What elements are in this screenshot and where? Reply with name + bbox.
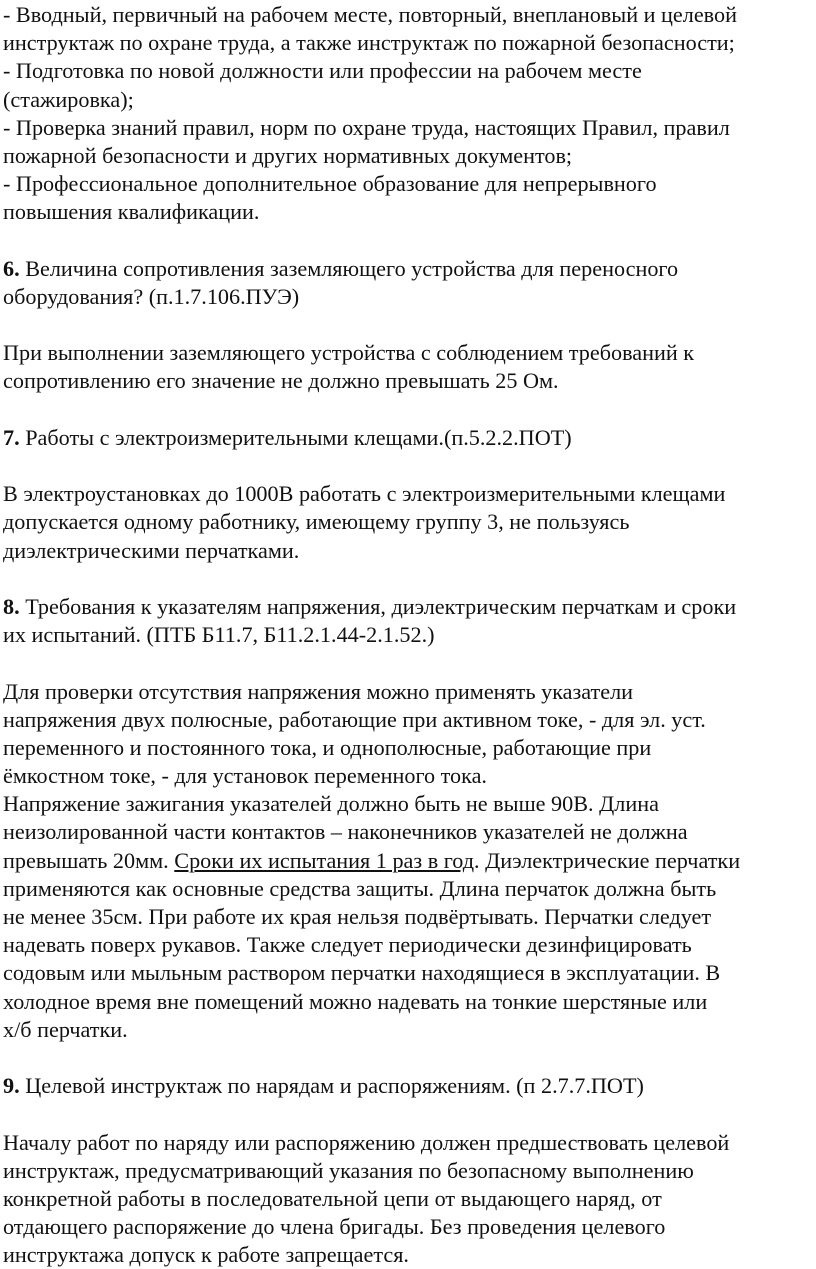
answer-line: применяются как основные средства защиты. Длина перчаток должна быть <box>3 875 717 901</box>
question-number: 6. <box>3 255 20 281</box>
question-text: оборудования? (п.1.7.106.ПУЭ) <box>3 283 300 309</box>
answer-line: конкретной работы в последовательной цепи от выдающего наряд, от <box>3 1185 662 1211</box>
intro-line: - Проверка знаний правил, норм по охране труда, настоящих Правил, правил <box>3 114 730 140</box>
answer-line: Для проверки отсутствия напряжения можно применять указатели <box>3 678 634 704</box>
blank-line <box>3 396 816 424</box>
answer-line: инструктаж, предусматривающий указания по безопасному выполнению <box>3 1157 694 1183</box>
intro-line: повышения квалификации. <box>3 199 260 225</box>
answer-line: неизолированной части контактов – наконечников указателей не должна <box>3 819 688 845</box>
answer-line: х/б перчатки. <box>3 1016 128 1042</box>
blank-line <box>3 649 816 677</box>
answer-line: При выполнении заземляющего устройства с соблюдением требований к <box>3 340 695 366</box>
question-text: Работы с электроизмерительными клещами.(п.5.2.2.ПОТ) <box>19 424 572 450</box>
blank-line <box>3 227 816 255</box>
intro-line: (стажировка); <box>3 86 134 112</box>
answer-line: Началу работ по наряду или распоряжению должен предшествовать целевой <box>3 1129 730 1155</box>
answer-line: допускается одному работнику, имеющему группу 3, не пользуясь <box>3 509 630 535</box>
question-9-heading <box>3 1072 816 1100</box>
blank-line <box>3 452 816 480</box>
answer-line: отдающего распоряжение до члена бригады. Без проведения целевого <box>3 1214 666 1240</box>
intro-line: инструктаж по охране труда, а также инструктаж по пожарной безопасности; <box>3 30 735 56</box>
answer-line: Напряжение зажигания указателей должно быть не выше 90В. Длина <box>3 791 659 817</box>
answer-line: диэлектрическими перчатками. <box>3 537 300 563</box>
answer-line: ёмкостном токе, - для установок переменного тока. <box>3 763 487 789</box>
question-text: Требования к указателям напряжения, диэлектрическим перчаткам и сроки <box>19 593 737 619</box>
answer-line: содовым или мыльным раствором перчатки находящиеся в эксплуатации. В <box>3 960 721 986</box>
answer-line: переменного и постоянного тока, и однополюсные, работающие при <box>3 734 652 760</box>
answer-line: холодное время вне помещений можно надевать на тонкие шерстяные или <box>3 988 708 1014</box>
question-number: 8. <box>3 593 20 619</box>
intro-line: пожарной безопасности и других нормативных документов; <box>3 142 573 168</box>
answer-text: . Диэлектрические перчатки <box>474 847 741 873</box>
answer-text: превышать 20мм. <box>3 847 175 873</box>
blank-line <box>3 1044 816 1072</box>
answer-line: инструктажа допуск к работе запрещается. <box>3 1242 409 1268</box>
question-text: Целевой инструктаж по нарядам и распоряжениям. (п 2.7.7.ПОТ) <box>19 1073 644 1099</box>
question-8-heading <box>3 593 816 621</box>
intro-line: - Вводный, первичный на рабочем месте, повторный, внеплановый и целевой <box>3 2 737 27</box>
answer-line: сопротивлению его значение не должно превышать 25 Ом. <box>3 368 559 394</box>
question-number: 7. <box>3 424 20 450</box>
question-7-heading <box>3 424 816 452</box>
answer-line: не менее 35см. При работе их края нельзя подвёртывать. Перчатки следует <box>3 904 712 929</box>
answer-line: надевать поверх рукавов. Также следует периодически дезинфицировать <box>3 932 692 958</box>
intro-line: - Профессиональное дополнительное образование для непрерывного <box>3 171 657 197</box>
intro-line: - Подготовка по новой должности или профессии на рабочем месте <box>3 58 642 84</box>
blank-line <box>3 311 816 339</box>
blank-line <box>3 1100 816 1128</box>
question-number: 9. <box>3 1073 20 1099</box>
question-6-heading <box>3 255 816 283</box>
question-text: Величина сопротивления заземляющего устройства для переносного <box>19 255 679 281</box>
answer-line <box>3 847 816 875</box>
question-text: их испытаний. (ПТБ Б11.7, Б11.2.1.44-2.1.52.) <box>3 622 435 648</box>
answer-line: напряжения двух полюсные, работающие при активном токе, - для эл. уст. <box>3 706 706 732</box>
answer-line: В электроустановках до 1000В работать с электроизмерительными клещами <box>3 481 726 507</box>
underlined-test-period: Сроки их испытания 1 раз в год <box>174 847 475 873</box>
blank-line <box>3 565 816 593</box>
